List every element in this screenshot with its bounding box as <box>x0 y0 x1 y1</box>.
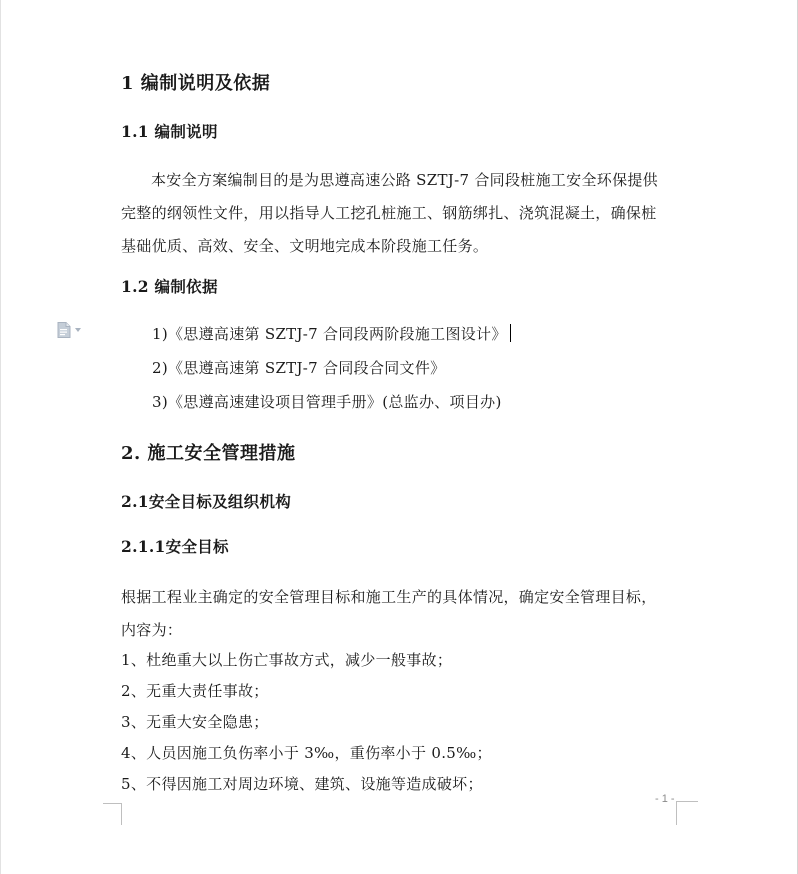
chevron-down-icon[interactable] <box>75 328 81 332</box>
heading-2-1: 2.1安全目标及组织机构 <box>121 492 292 511</box>
heading-1: 1 编制说明及依据 <box>121 73 271 94</box>
margin-corner-left-horizontal <box>103 803 122 804</box>
paragraph-1-line-1: 本安全方案编制目的是为思遵高速公路 SZTJ-7 合同段桩施工安全环保提供 <box>151 171 658 189</box>
text-cursor <box>510 324 512 342</box>
page-edge-left <box>0 0 1 874</box>
document-icon[interactable] <box>57 322 71 338</box>
goal-item-4: 4、人员因施工负伤率小于 3‰，重伤率小于 0.5‰； <box>121 744 492 762</box>
goal-item-2: 2、无重大责任事故； <box>121 682 269 700</box>
heading-2: 2. 施工安全管理措施 <box>121 443 296 464</box>
paragraph-2-line-2: 内容为： <box>121 621 183 639</box>
margin-corner-left-vertical <box>121 803 122 825</box>
heading-1-1: 1.1 编制说明 <box>121 122 218 141</box>
page-number: - 1 - <box>655 793 675 805</box>
basis-item-2: 2)《思遵高速第 SZTJ-7 合同段合同文件》 <box>152 359 446 377</box>
basis-item-1[interactable] <box>152 323 511 344</box>
goal-item-1: 1、杜绝重大以上伤亡事故方式，减少一般事故； <box>121 651 453 669</box>
heading-2-1-1: 2.1.1安全目标 <box>121 537 229 556</box>
goal-item-5: 5、不得因施工对周边环境、建筑、设施等造成破坏； <box>121 775 483 793</box>
margin-corner-right-horizontal <box>676 801 698 802</box>
paragraph-1-line-2: 完整的纲领性文件，用以指导人工挖孔桩施工、钢筋绑扎、浇筑混凝土，确保桩 <box>121 204 657 222</box>
basis-item-3: 3)《思遵高速建设项目管理手册》(总监办、项目办) <box>152 393 502 411</box>
paragraph-1-line-3: 基础优质、高效、安全、文明地完成本阶段施工任务。 <box>121 237 489 255</box>
paragraph-2-line-1: 根据工程业主确定的安全管理目标和施工生产的具体情况，确定安全管理目标， <box>121 588 657 606</box>
heading-1-2: 1.2 编制依据 <box>121 277 218 296</box>
basis-item-1-text: 1)《思遵高速第 SZTJ-7 合同段两阶段施工图设计》 <box>152 325 507 343</box>
margin-corner-right-vertical <box>676 801 677 825</box>
goal-item-3: 3、无重大安全隐患； <box>121 713 269 731</box>
